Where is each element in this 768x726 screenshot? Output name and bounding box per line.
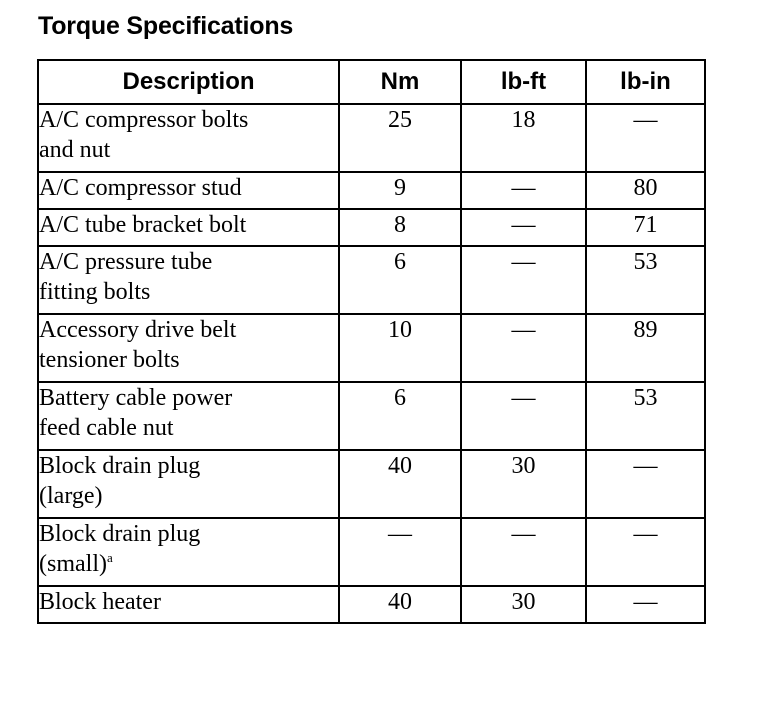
description-line: A/C pressure tube [39,249,213,275]
description-line: fitting bolts [39,279,151,305]
page-title: Torque Specifications [38,12,294,40]
table-header-row [38,60,705,104]
description-cell [38,209,339,246]
table-row [38,450,705,518]
lb-in-cell: 71 [586,209,705,246]
lb-in-cell: 53 [586,382,705,450]
lb-in-cell: — [586,450,705,518]
torque-spec-table [37,59,706,624]
description-line: Battery cable power [39,385,233,411]
lb-in-cell: — [586,518,705,586]
table-row [38,382,705,450]
nm-cell: — [339,518,461,586]
table-row [38,314,705,382]
lb-ft-cell: — [461,246,586,314]
lb-ft-cell: — [461,314,586,382]
description-cell [38,450,339,518]
nm-cell: 8 [339,209,461,246]
column-header-lb-in: lb-in [586,60,705,104]
description-line: (small) [39,551,107,577]
description-line: A/C tube bracket bolt [39,212,247,238]
column-header-lb-ft: lb-ft [461,60,586,104]
description-cell [38,382,339,450]
column-header-nm: Nm [339,60,461,104]
nm-cell: 25 [339,104,461,172]
description-cell [38,246,339,314]
description-line: (large) [39,483,103,509]
description-cell [38,518,339,586]
nm-cell: 40 [339,586,461,623]
table-row [38,246,705,314]
lb-ft-cell: — [461,209,586,246]
lb-ft-cell: 30 [461,450,586,518]
nm-cell: 6 [339,382,461,450]
table-row [38,209,705,246]
nm-cell: 40 [339,450,461,518]
description-line: A/C compressor stud [39,175,242,201]
lb-ft-cell: 18 [461,104,586,172]
lb-in-cell: 80 [586,172,705,209]
lb-in-cell: — [586,586,705,623]
nm-cell: 6 [339,246,461,314]
table-row [38,518,705,586]
table-row [38,104,705,172]
lb-ft-cell: 30 [461,586,586,623]
description-line: Accessory drive belt [39,317,237,343]
description-cell [38,104,339,172]
description-line: A/C compressor bolts [39,107,249,133]
description-line: Block drain plug [39,453,201,479]
description-line: and nut [39,137,111,163]
description-cell [38,314,339,382]
lb-ft-cell: — [461,382,586,450]
table-row [38,586,705,623]
description-line: Block heater [39,589,161,615]
footnote-marker: a [106,550,113,565]
description-line: feed cable nut [39,415,174,441]
table-row [38,172,705,209]
lb-ft-cell: — [461,172,586,209]
lb-in-cell: 89 [586,314,705,382]
lb-in-cell: — [586,104,705,172]
column-header-description: Description [38,60,339,104]
description-cell [38,172,339,209]
lb-ft-cell: — [461,518,586,586]
description-cell [38,586,339,623]
description-line: Block drain plug [39,521,201,547]
nm-cell: 9 [339,172,461,209]
lb-in-cell: 53 [586,246,705,314]
description-line: tensioner bolts [39,347,180,373]
nm-cell: 10 [339,314,461,382]
